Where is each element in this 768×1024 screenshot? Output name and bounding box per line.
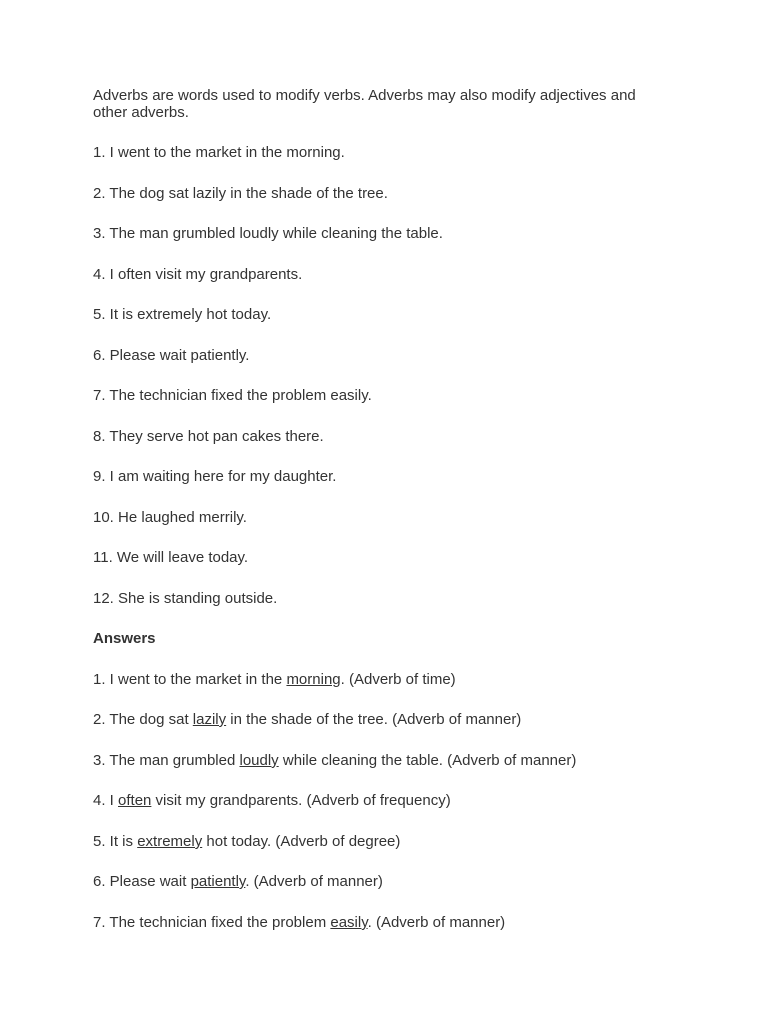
answer-adverb: often: [118, 792, 152, 809]
answer-text-after: . (Adverb of time): [340, 671, 456, 688]
answer-text-after: visit my grandparents. (Adverb of frequency): [151, 792, 451, 809]
answer-item: [93, 671, 456, 688]
question-item: 3. The man grumbled loudly while cleaning the table.: [93, 225, 443, 242]
question-item: 2. The dog sat lazily in the shade of the tree.: [93, 185, 388, 202]
answer-text-after: in the shade of the tree. (Adverb of manner): [226, 711, 522, 728]
answer-item: [93, 873, 383, 890]
answer-item: [93, 833, 400, 850]
question-item: 8. They serve hot pan cakes there.: [93, 428, 324, 445]
answer-item: [93, 792, 451, 809]
answer-adverb: easily: [330, 914, 368, 931]
answer-text-after: . (Adverb of manner): [245, 873, 383, 890]
question-item: 1. I went to the market in the morning.: [93, 144, 345, 161]
answer-text-after: . (Adverb of manner): [367, 914, 506, 931]
answer-item: [93, 752, 576, 769]
question-item: 12. She is standing outside.: [93, 590, 278, 607]
question-item: 5. It is extremely hot today.: [93, 306, 272, 323]
answer-text-after: hot today. (Adverb of degree): [202, 833, 401, 850]
document-page: [93, 87, 673, 931]
answer-adverb: morning: [286, 671, 341, 688]
answer-adverb: lazily: [192, 711, 227, 728]
question-item: 10. He laughed merrily.: [93, 509, 247, 526]
answer-item: [93, 711, 521, 728]
question-item: 11. We will leave today.: [93, 549, 249, 566]
answer-text-before: 5. It is: [93, 833, 138, 850]
answer-text-before: 3. The man grumbled: [93, 752, 240, 769]
answer-text-after: while cleaning the table. (Adverb of manner): [278, 752, 577, 769]
question-item: 7. The technician fixed the problem easily.: [93, 387, 372, 404]
answer-adverb: patiently: [190, 873, 246, 890]
answer-text-before: 4. I: [93, 792, 119, 809]
answer-text-before: 7. The technician fixed the problem: [93, 914, 331, 931]
question-item: 6. Please wait patiently.: [93, 347, 250, 364]
intro-paragraph: Adverbs are words used to modify verbs. Adverbs may also modify adjectives and other adverbs.: [93, 87, 636, 121]
answers-heading: Answers: [93, 630, 156, 647]
answer-text-before: 6. Please wait: [93, 873, 191, 890]
answer-adverb: loudly: [239, 752, 279, 769]
answer-item: [93, 914, 505, 931]
answer-text-before: 2. The dog sat: [93, 711, 193, 728]
question-item: 4. I often visit my grandparents.: [93, 266, 303, 283]
answer-adverb: extremely: [137, 833, 203, 850]
question-item: 9. I am waiting here for my daughter.: [93, 468, 337, 485]
answer-text-before: 1. I went to the market in the: [93, 671, 287, 688]
